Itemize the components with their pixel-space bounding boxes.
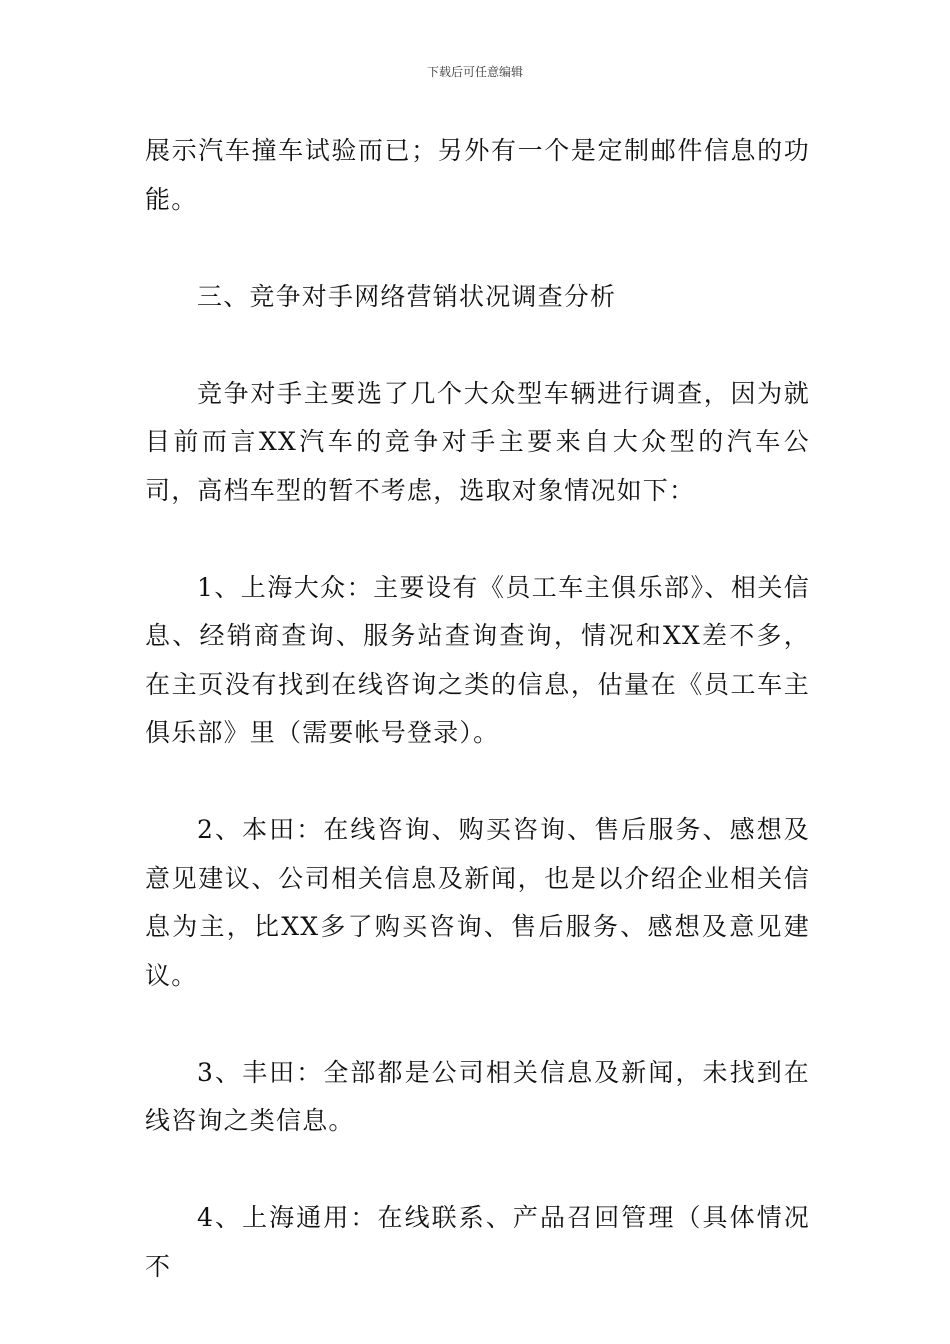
paragraph-gap [145, 1146, 810, 1195]
page-header: 下载后可任意编辑 [426, 65, 523, 79]
document-body [145, 127, 810, 1291]
paragraph-item-4: 4、上海通用：在线联系、产品召回管理（具体情况不 [145, 1203, 810, 1281]
paragraph-gap [145, 515, 810, 564]
paragraph-gap [145, 224, 810, 273]
paragraph-gap [145, 758, 810, 807]
paragraph-continuation: 展示汽车撞车试验而已；另外有一个是定制邮件信息的功能。 [145, 136, 810, 214]
paragraph-item-3: 3、丰田：全部都是公司相关信息及新闻，未找到在线咨询之类信息。 [145, 1057, 810, 1135]
paragraph-item-1: 1、上海大众：主要设有《员工车主俱乐部》、相关信息、经销商查询、服务站查询查询，情况和XX差不多，在主页没有找到在线咨询之类的信息，估量在《员工车主俱乐部》里（需要帐号登录）。 [145, 572, 810, 747]
paragraph-gap [145, 1000, 810, 1049]
section-heading: 三、竞争对手网络营销状况调查分析 [197, 281, 617, 311]
paragraph-gap [145, 321, 810, 370]
paragraph-item-2: 2、本田：在线咨询、购买咨询、售后服务、感想及意见建议、公司相关信息及新闻，也是以介绍企业相关信息为主，比XX多了购买咨询、售后服务、感想及意见建议。 [145, 815, 810, 990]
paragraph-intro: 竞争对手主要选了几个大众型车辆进行调查，因为就目前而言XX汽车的竞争对手主要来自大众型的汽车公司，高档车型的暂不考虑，选取对象情况如下： [145, 378, 810, 505]
